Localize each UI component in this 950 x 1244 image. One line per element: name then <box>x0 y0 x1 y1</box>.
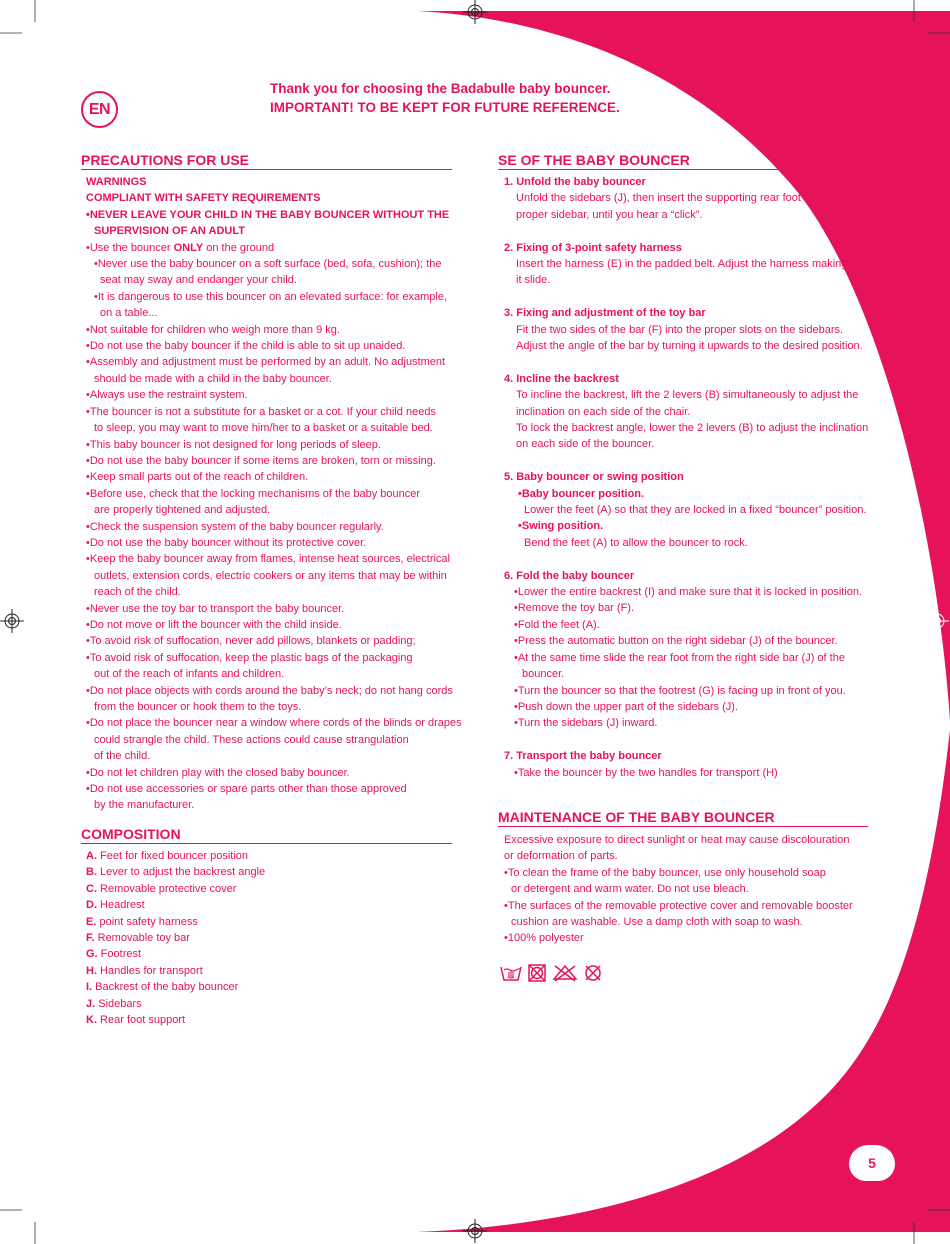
composition-letter: E. <box>86 915 97 928</box>
precaution-text: on the ground <box>203 241 275 254</box>
precaution-line: to sleep, you may want to move him/her to a basket or a suitable bed. <box>94 422 433 435</box>
precaution-line: •Keep small parts out of the reach of children. <box>86 471 309 484</box>
precaution-line: •Never use the toy bar to transport the baby bouncer. <box>86 602 345 615</box>
usage-steps <box>504 174 868 781</box>
maintenance-title: MAINTENANCE OF THE BABY BOUNCER <box>498 809 868 827</box>
precaution-line: •It is dangerous to use this bouncer on an elevated surface: for example, <box>94 290 448 303</box>
precaution-line: •Do not use the baby bouncer if some items are broken, torn or missing. <box>86 454 436 467</box>
no-bleach-icon <box>552 964 578 982</box>
precaution-line: •Not suitable for children who weigh more than 9 kg. <box>86 323 340 336</box>
intro-line-2: IMPORTANT! TO BE KEPT FOR FUTURE REFERENCE. <box>270 100 620 115</box>
precautions-list <box>86 174 462 814</box>
precaution-line: •Before use, check that the locking mechanisms of the baby bouncer <box>86 487 421 500</box>
no-tumble-dry-icon <box>528 964 546 982</box>
maintenance-line: •100% polyester <box>504 932 584 945</box>
precaution-line: •The bouncer is not a substitute for a basket or a cot. If your child needs <box>86 405 436 418</box>
precaution-line: •Assembly and adjustment must be performed by an adult. No adjustment <box>86 356 446 369</box>
step-heading: 6. Fold the baby bouncer <box>504 569 635 582</box>
composition-letter: I. <box>86 981 93 994</box>
composition-letter: C. <box>86 882 97 895</box>
precaution-line: •Never use the baby bouncer on a soft surface (bed, sofa, cushion); the <box>94 258 442 271</box>
precaution-line: •Do not place the bouncer near a window where cords of the blinds or drapes <box>86 717 462 730</box>
step-text: •Remove the toy bar (F). <box>514 602 635 615</box>
step-text: •At the same time slide the rear foot from the right side bar (J) of the <box>514 651 845 664</box>
composition-text: Removable protective cover <box>97 882 237 895</box>
composition-text: Lever to adjust the backrest angle <box>97 866 266 879</box>
step-heading: 2. Fixing of 3-point safety harness <box>504 241 682 254</box>
precaution-line: SUPERVISION OF AN ADULT <box>94 225 245 238</box>
precaution-line: by the manufacturer. <box>94 799 195 812</box>
composition-text: Sidebars <box>95 997 142 1010</box>
composition-text: Backrest of the baby bouncer <box>92 981 239 994</box>
precaution-line: are properly tightened and adjusted. <box>94 504 271 517</box>
composition-letter: G. <box>86 948 98 961</box>
precaution-line: WARNINGS <box>86 176 147 188</box>
precaution-line: •Do not use accessories or spare parts other than those approved <box>86 783 407 796</box>
composition-letter: K. <box>86 1014 97 1027</box>
composition-letter: J. <box>86 997 96 1010</box>
precautions-title: PRECAUTIONS FOR USE <box>81 152 452 170</box>
intro-text <box>270 79 620 117</box>
precaution-line: seat may sway and endanger your child. <box>100 274 297 287</box>
precaution-line: from the bouncer or hook them to the toys. <box>94 701 302 713</box>
composition-item <box>86 914 265 930</box>
precaution-line: should be made with a child in the baby bouncer. <box>94 372 332 385</box>
language-badge: EN <box>81 91 118 128</box>
precaution-line: on a table... <box>100 307 158 320</box>
composition-item <box>86 963 265 979</box>
composition-letter: F. <box>86 932 95 945</box>
page-number: 5 <box>849 1145 895 1181</box>
step-text: on each side of the bouncer. <box>516 438 655 451</box>
precaution-line: •To avoid risk of suffocation, never add pillows, blankets or padding; <box>86 635 416 648</box>
maintenance-line: cushion are washable. Use a damp cloth with soap to wash. <box>511 916 803 929</box>
no-dry-clean-icon <box>584 964 602 982</box>
intro-line-1: Thank you for choosing the Badabulle baby bouncer. <box>270 81 611 96</box>
composition-text: Feet for fixed bouncer position <box>97 850 249 862</box>
composition-item <box>86 979 265 995</box>
step-text: •Turn the bouncer so that the footrest (G) is facing up in front of you. <box>514 684 846 697</box>
step-text: Bend the feet (A) to allow the bouncer to rock. <box>524 536 748 549</box>
step-heading: 5. Baby bouncer or swing position <box>504 471 684 484</box>
composition-title: COMPOSITION <box>81 826 452 844</box>
step-heading: 7. Transport the baby bouncer <box>504 750 662 763</box>
precaution-line: COMPLIANT WITH SAFETY REQUIREMENTS <box>86 192 321 205</box>
composition-item <box>86 848 265 864</box>
hand-wash-icon <box>500 964 522 982</box>
composition-letter: A. <box>86 850 97 862</box>
precaution-line: •This baby bouncer is not designed for long periods of sleep. <box>86 438 381 451</box>
precaution-line: •Keep the baby bouncer away from flames, intense heat sources, electrical <box>86 553 450 566</box>
composition-item <box>86 881 265 897</box>
precaution-line: •Do not use the baby bouncer if the child is able to sit up unaided. <box>86 340 406 353</box>
step-subheading: •Swing position. <box>518 520 604 533</box>
step-text: inclination on each side of the chair. <box>516 405 691 418</box>
precaution-line: •Do not place objects with cords around the baby’s neck; do not hang cords <box>86 684 453 697</box>
step-text: proper sidebar, until you hear a “click”. <box>516 208 703 221</box>
step-text: •Lower the entire backrest (I) and make sure that it is locked in position. <box>514 586 863 599</box>
step-text: it slide. <box>516 274 551 287</box>
precaution-line: •Do not let children play with the closed baby bouncer. <box>86 766 350 779</box>
maintenance-line: •To clean the frame of the baby bouncer, use only household soap <box>504 866 826 879</box>
composition-text: point safety harness <box>96 915 198 928</box>
step-text: Unfold the sidebars (J), then insert the supporting rear foot (K) in the <box>516 192 849 205</box>
precaution-emphasis: ONLY <box>173 241 204 254</box>
step-text: •Press the automatic button on the right sidebar (J) of the bouncer. <box>514 635 838 648</box>
step-text: Adjust the angle of the bar by turning it upwards to the desired position. <box>516 340 863 353</box>
composition-text: Rear foot support <box>97 1014 186 1027</box>
maintenance-line: or deformation of parts. <box>504 850 618 863</box>
precaution-line: outlets, extension cords, electric cookers or any items that may be within <box>94 569 447 582</box>
maintenance-line: •The surfaces of the removable protective cover and removable booster <box>504 899 853 912</box>
precaution-line: •Always use the restraint system. <box>86 389 248 402</box>
composition-item <box>86 996 265 1012</box>
precaution-line: •Do not move or lift the bouncer with the child inside. <box>86 618 342 631</box>
step-text: •Push down the upper part of the sidebars (J). <box>514 700 738 713</box>
composition-item <box>86 930 265 946</box>
composition-text: Footrest <box>97 948 142 961</box>
precaution-line: •To avoid risk of suffocation, keep the plastic bags of the packaging <box>86 651 413 664</box>
precaution-text: •Use the bouncer <box>86 241 174 254</box>
composition-letter: B. <box>86 866 97 879</box>
step-heading: 4. Incline the backrest <box>504 372 619 385</box>
maintenance-line: or detergent and warm water. Do not use bleach. <box>511 883 749 896</box>
composition-text: Headrest <box>97 899 145 912</box>
composition-text: Handles for transport <box>97 964 203 977</box>
composition-text: Removable toy bar <box>94 932 190 945</box>
composition-item <box>86 897 265 913</box>
step-subheading: •Baby bouncer position. <box>518 487 645 500</box>
step-text: •Turn the sidebars (J) inward. <box>514 717 658 730</box>
precaution-line: of the child. <box>94 750 151 763</box>
step-text: bouncer. <box>522 668 565 681</box>
step-text: Lower the feet (A) so that they are locked in a fixed “bouncer” position. <box>524 504 867 517</box>
step-text: •Take the bouncer by the two handles for transport (H) <box>514 766 778 779</box>
step-text: Fit the two sides of the bar (F) into the proper slots on the sidebars. <box>516 323 844 336</box>
step-text: To incline the backrest, lift the 2 levers (B) simultaneously to adjust the <box>516 389 859 402</box>
precaution-line <box>86 240 462 256</box>
precaution-line: could strangle the child. These actions could cause strangulation <box>94 733 409 746</box>
composition-letter: H. <box>86 964 97 977</box>
usage-title: SE OF THE BABY BOUNCER <box>498 152 808 170</box>
precaution-line: •NEVER LEAVE YOUR CHILD IN THE BABY BOUNCER WITHOUT THE <box>86 208 450 221</box>
precaution-line: out of the reach of infants and children. <box>94 668 285 681</box>
precaution-line: •Do not use the baby bouncer without its protective cover. <box>86 536 367 549</box>
step-text: To lock the backrest angle, lower the 2 levers (B) to adjust the inclination <box>516 422 869 435</box>
composition-item <box>86 946 265 962</box>
composition-item <box>86 1012 265 1028</box>
composition-letter: D. <box>86 899 97 912</box>
precaution-line: reach of the child. <box>94 586 181 599</box>
care-icons <box>500 964 602 982</box>
step-text: •Fold the feet (A). <box>514 618 600 631</box>
step-heading: 3. Fixing and adjustment of the toy bar <box>504 307 706 320</box>
maintenance-line: Excessive exposure to direct sunlight or heat may cause discolouration <box>504 834 850 846</box>
maintenance-text <box>504 832 853 947</box>
composition-item <box>86 864 265 880</box>
precaution-line: •Check the suspension system of the baby bouncer regularly. <box>86 520 384 533</box>
step-heading: 1. Unfold the baby bouncer <box>504 176 646 188</box>
composition-list <box>86 848 265 1028</box>
step-text: Insert the harness (E) in the padded belt. Adjust the harness making <box>516 258 848 271</box>
